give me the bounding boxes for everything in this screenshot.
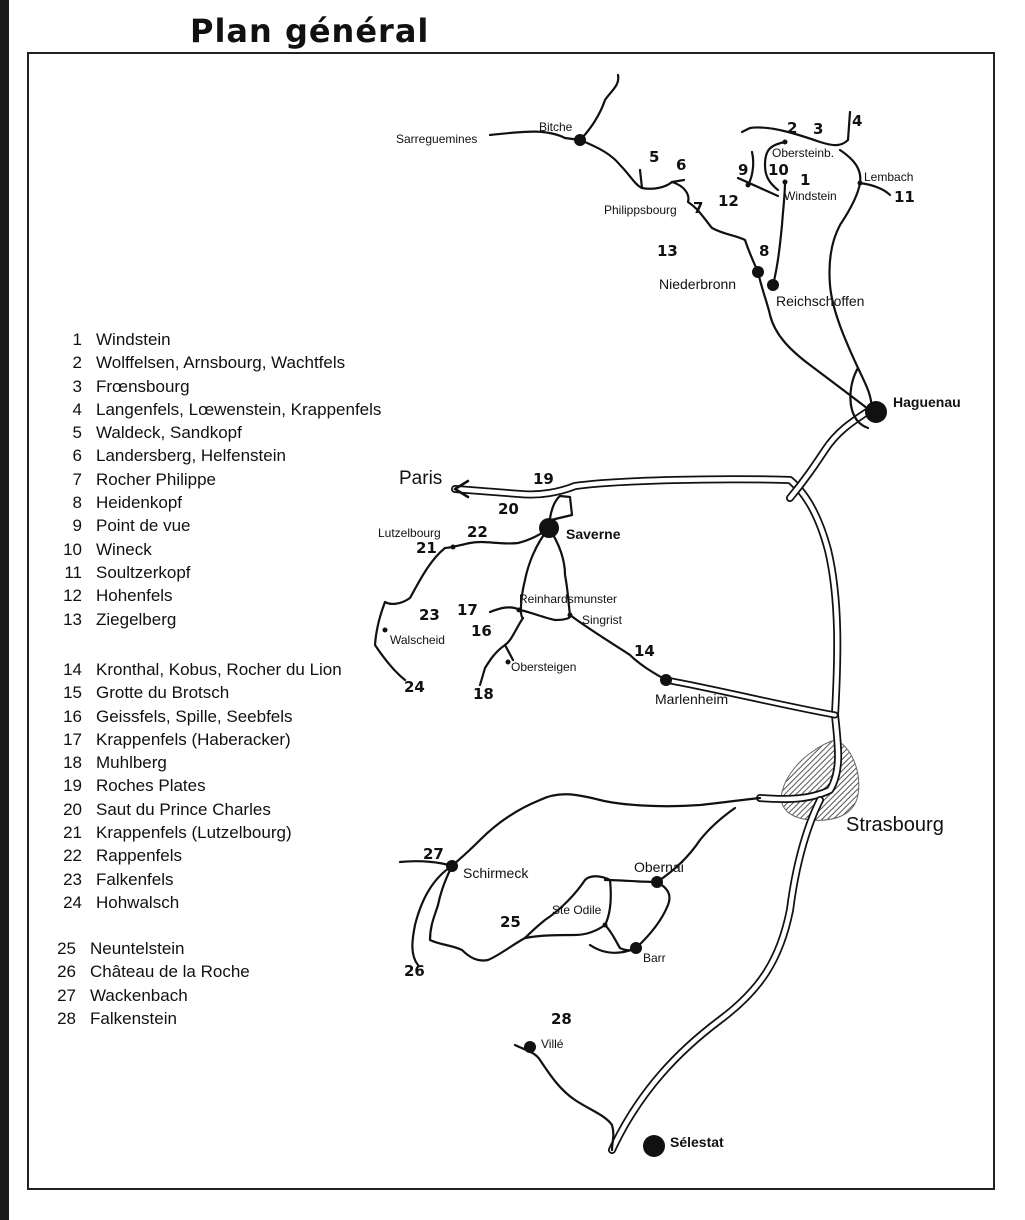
- site-number-25: 25: [500, 913, 521, 931]
- legend-number: 11: [64, 562, 82, 582]
- legend-number: 16: [63, 706, 82, 726]
- marker-obersteigen: [506, 660, 511, 665]
- label-reinhardsmunster: Reinhardsmunster: [519, 592, 618, 606]
- site-number-3: 3: [813, 120, 824, 138]
- label-obersteinb: Obersteinb.: [772, 146, 835, 160]
- label-haguenau: Haguenau: [893, 394, 961, 410]
- legend-label: Hohwalsch: [96, 892, 180, 912]
- marker-reichshoffen: [767, 279, 779, 291]
- marker-barr: [630, 942, 642, 954]
- site-number-10: 10: [768, 161, 789, 179]
- marker-lutzelbourg: [451, 545, 456, 550]
- legend-number: 6: [72, 446, 82, 466]
- legend-number: 25: [57, 939, 76, 958]
- legend-label: Hohenfels: [96, 586, 173, 606]
- roads: [375, 75, 890, 1150]
- marker-reinhardsmunster: [517, 608, 522, 613]
- legend-number: 12: [63, 586, 82, 606]
- legend-number: 9: [72, 516, 82, 536]
- legend-label: Kronthal, Kobus, Rocher du Lion: [96, 660, 342, 679]
- legend-label: Soultzerkopf: [96, 562, 191, 582]
- marker-bitche: [574, 134, 586, 146]
- legend-label: Wolffelsen, Arnsbourg, Wachtfels: [96, 353, 346, 373]
- legend-label: Geissfels, Spille, Seebfels: [96, 706, 293, 726]
- label-bitche: Bitche: [539, 120, 573, 134]
- label-saverne: Saverne: [566, 526, 621, 542]
- legend-number: 14: [63, 660, 82, 679]
- label-barr: Barr: [643, 951, 666, 965]
- legend-number: 10: [63, 539, 82, 559]
- site-number-8: 8: [759, 242, 770, 260]
- legend-number: 21: [63, 823, 82, 843]
- legend-label: Waldeck, Sandkopf: [96, 423, 242, 443]
- marker-ville: [524, 1041, 536, 1053]
- marker-marlenheim: [660, 674, 672, 686]
- label-ste-odile: Ste Odile: [552, 903, 602, 917]
- label-niederbronn: Niederbronn: [659, 276, 737, 292]
- site-number-11: 11: [894, 188, 915, 206]
- label-windstein: Windstein: [784, 189, 837, 203]
- legend-number: 24: [63, 892, 82, 912]
- site-number-18: 18: [473, 685, 494, 703]
- label-lutzelbourg: Lutzelbourg: [378, 526, 441, 540]
- highway-paris-strasbourg: [455, 479, 838, 799]
- legend-number: 18: [63, 753, 82, 773]
- site-number-1: 1: [800, 171, 811, 189]
- legend-label: Neuntelstein: [90, 939, 185, 958]
- marker-walscheid: [383, 628, 388, 633]
- legend-label: Point de vue: [96, 516, 191, 536]
- legend-number: 20: [63, 799, 82, 819]
- legend-label: Grotte du Brotsch: [96, 683, 230, 703]
- legend-label: Rappenfels: [96, 846, 183, 866]
- label-selestat: Sélestat: [670, 1134, 724, 1150]
- marker-singrist: [568, 613, 573, 618]
- legend-number: 26: [57, 962, 76, 982]
- marker-niederbronn: [752, 266, 764, 278]
- label-lembach: Lembach: [864, 170, 914, 184]
- site-number-20: 20: [498, 500, 519, 518]
- site-number-5: 5: [649, 148, 660, 166]
- label-reichshoffen: Reichschoffen: [776, 293, 865, 309]
- label-singrist: Singrist: [582, 613, 623, 627]
- page-title: Plan général: [190, 12, 430, 50]
- label-paris: Paris: [399, 468, 443, 489]
- legend-label: Heidenkopf: [96, 493, 183, 513]
- site-number-2: 2: [787, 119, 798, 137]
- legend-label: Wineck: [96, 539, 152, 559]
- site-number-9: 9: [738, 161, 749, 179]
- label-obersteigen: Obersteigen: [511, 660, 577, 674]
- site-number-13: 13: [657, 242, 678, 260]
- legend-number: 23: [63, 869, 82, 889]
- legend-number: 2: [72, 353, 82, 373]
- site-number-22: 22: [467, 523, 488, 541]
- legend-number: 22: [63, 846, 82, 866]
- marker-lembach: [858, 181, 863, 186]
- site-number-12: 12: [718, 192, 739, 210]
- site-number-6: 6: [676, 156, 687, 174]
- legend-label: Frœnsbourg: [96, 376, 190, 396]
- site-number-19: 19: [533, 470, 554, 488]
- label-philippsbourg: Philippsbourg: [604, 203, 677, 217]
- site-number-16: 16: [471, 622, 492, 640]
- site-number-14: 14: [634, 642, 655, 660]
- marker-schirmeck: [446, 860, 458, 872]
- legend-number: 15: [63, 683, 82, 703]
- highway-selestat: [612, 800, 820, 1150]
- marker-windstein: [783, 180, 788, 185]
- legend-label: Falkenstein: [90, 1008, 177, 1028]
- legend-number: 17: [63, 729, 82, 749]
- marker-ste-odile: [603, 923, 608, 928]
- legend-number: 1: [72, 330, 82, 349]
- legend-number: 27: [57, 985, 76, 1005]
- legend-number: 4: [72, 399, 82, 419]
- label-ville: Villé: [541, 1037, 564, 1051]
- marker-saverne: [539, 518, 559, 538]
- legend-label: Krappenfels (Haberacker): [96, 729, 291, 749]
- site-number-28: 28: [551, 1010, 572, 1028]
- label-sarreguemines: Sarreguemines: [396, 132, 478, 146]
- label-walscheid: Walscheid: [390, 633, 445, 647]
- highway-haguenau: [790, 410, 870, 498]
- legend-label: Windstein: [96, 330, 171, 349]
- site-number-27: 27: [423, 845, 444, 863]
- legend-number: 3: [72, 376, 82, 396]
- site-number-23: 23: [419, 606, 440, 624]
- legend-label: Langenfels, Lœwenstein, Krappenfels: [96, 399, 382, 419]
- site-number-4: 4: [852, 112, 863, 130]
- legend-number: 7: [72, 469, 82, 489]
- legend-number: 8: [72, 493, 82, 513]
- legend-label: Landersberg, Helfenstein: [96, 446, 286, 466]
- legend-label: Ziegelberg: [96, 609, 177, 629]
- marker-selestat: [643, 1135, 665, 1157]
- legend-number: 5: [72, 423, 82, 443]
- site-number-21: 21: [416, 539, 437, 557]
- legend-label: Muhlberg: [96, 753, 167, 773]
- label-marlenheim: Marlenheim: [655, 691, 729, 707]
- legend-label: Krappenfels (Lutzelbourg): [96, 823, 292, 843]
- marker-obersteinb: [783, 140, 788, 145]
- site-number-24: 24: [404, 678, 425, 696]
- marker-haguenau: [865, 401, 887, 423]
- label-strasbourg: Strasbourg: [846, 814, 944, 836]
- legend-label: Roches Plates: [96, 776, 206, 796]
- marker-point-de-vue: [746, 183, 751, 188]
- site-number-26: 26: [404, 962, 425, 980]
- legend-label: Rocher Philippe: [96, 469, 217, 489]
- label-obernai: Obernai: [634, 859, 684, 875]
- legend-label: Saut du Prince Charles: [96, 799, 271, 819]
- legend-label: Wackenbach: [90, 985, 188, 1005]
- site-number-17: 17: [457, 601, 478, 619]
- legend-label: Falkenfels: [96, 869, 174, 889]
- marker-obernai: [651, 876, 663, 888]
- site-number-7: 7: [693, 199, 704, 217]
- legend-number: 13: [63, 609, 82, 629]
- legend-number: 19: [63, 776, 82, 796]
- legend-label: Château de la Roche: [90, 962, 250, 982]
- legend-number: 28: [57, 1008, 76, 1028]
- label-schirmeck: Schirmeck: [463, 865, 529, 881]
